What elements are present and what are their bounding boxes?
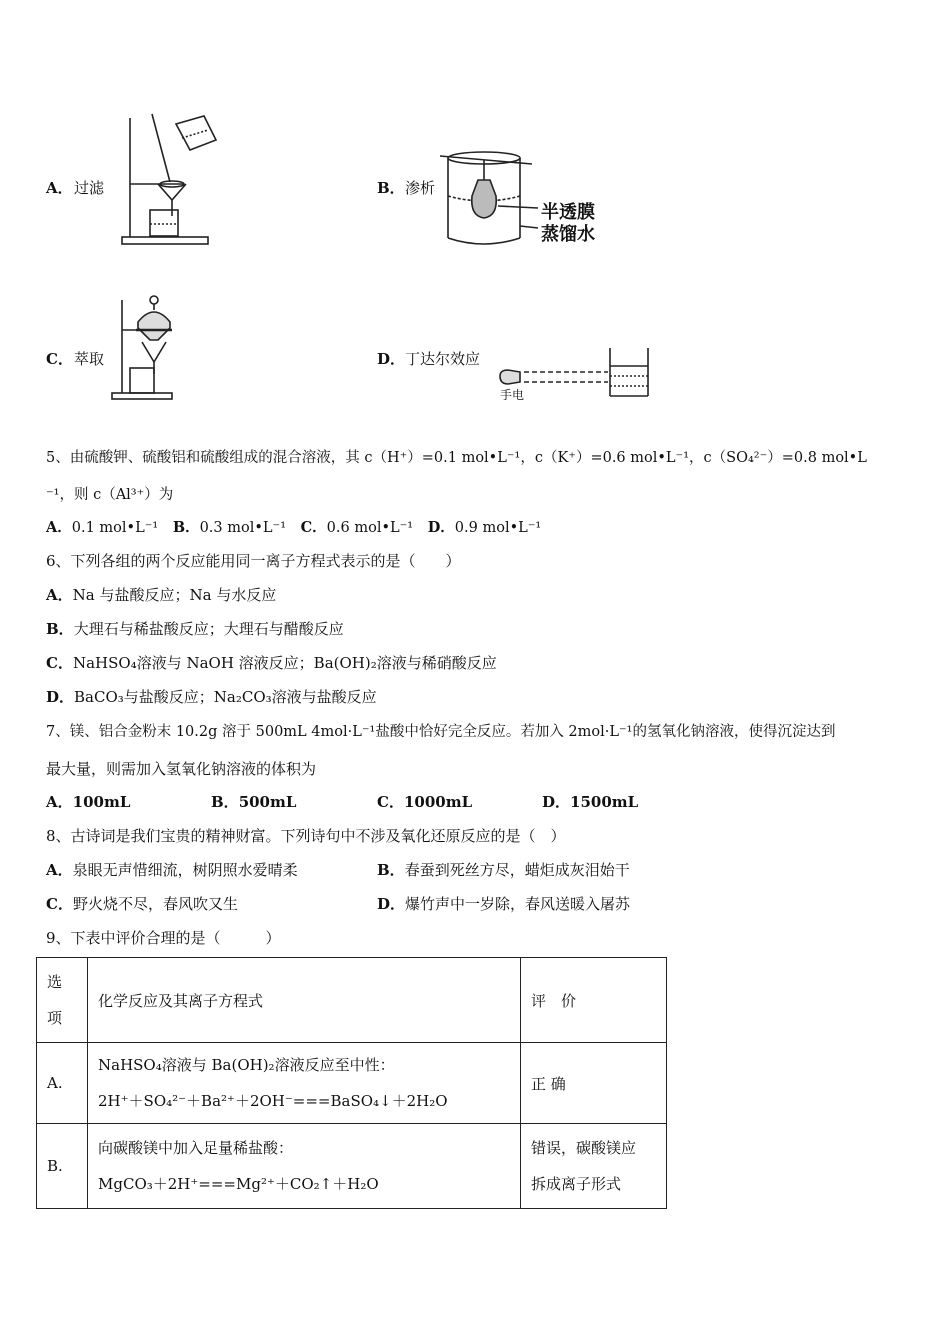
option-text: 0.1 mol•L⁻¹ bbox=[71, 520, 159, 536]
option-text: 大理石与稀盐酸反应；大理石与醋酸反应 bbox=[73, 620, 344, 638]
question-6-option-a bbox=[46, 584, 276, 605]
figure-c-label: 萃取 bbox=[74, 350, 105, 368]
option-text: 野火烧不尽，春风吹又生 bbox=[72, 895, 238, 913]
row-reaction-cell bbox=[88, 1043, 521, 1124]
question-8-option-b bbox=[377, 859, 630, 880]
option-text: 0.3 mol•L⁻¹ bbox=[199, 520, 287, 536]
question-7-option-d bbox=[542, 791, 638, 812]
option-letter: A． bbox=[46, 793, 73, 811]
flashlight-caption: 手电 bbox=[500, 388, 525, 402]
option-text: NaHSO₄溶液与 NaOH 溶液反应；Ba(OH)₂溶液与稀硝酸反应 bbox=[72, 654, 497, 672]
row-evaluation-cell bbox=[521, 1124, 667, 1209]
option-letter: A． bbox=[46, 519, 72, 536]
figure-d-label: 丁达尔效应 bbox=[405, 350, 481, 368]
evaluation-line-1: 错误，碳酸镁应 bbox=[531, 1139, 637, 1157]
option-letter: D． bbox=[542, 793, 571, 811]
separatory-funnel-figure bbox=[108, 292, 188, 402]
figure-b-label: 渗析 bbox=[405, 179, 436, 197]
figure-d-letter: D． bbox=[377, 350, 406, 368]
option-letter: C． bbox=[46, 895, 73, 913]
evaluation-table bbox=[36, 957, 667, 1209]
filtration-apparatus-figure bbox=[118, 110, 228, 248]
question-8-option-a bbox=[46, 859, 298, 880]
table-row bbox=[37, 1124, 667, 1209]
option-text: BaCO₃与盐酸反应；Na₂CO₃溶液与盐酸反应 bbox=[74, 688, 377, 706]
option-text: 0.6 mol•L⁻¹ bbox=[326, 520, 414, 536]
question-9-stem: 9、下表中评价合理的是（ ） bbox=[46, 929, 281, 947]
semipermeable-membrane-caption: 半透膜 bbox=[541, 202, 595, 223]
question-7-option-a bbox=[46, 791, 130, 812]
header-option-cell bbox=[37, 958, 88, 1043]
question-7-option-b bbox=[211, 791, 296, 812]
option-text: 春蚕到死丝方尽，蜡炬成灰泪始干 bbox=[404, 861, 630, 879]
option-letter: D． bbox=[377, 895, 406, 913]
question-6-stem: 6、下列各组的两个反应能用同一离子方程式表示的是（ ） bbox=[46, 552, 461, 570]
figure-b-letter: B． bbox=[377, 179, 405, 197]
option-letter: C． bbox=[300, 519, 327, 536]
dialysis-apparatus-figure bbox=[440, 140, 540, 252]
option-letter: B． bbox=[172, 519, 200, 536]
option-letter: B． bbox=[377, 861, 405, 879]
table-header-row bbox=[37, 958, 667, 1043]
option-letter: B． bbox=[46, 620, 74, 638]
option-letter: A． bbox=[46, 861, 73, 879]
ionic-equation: MgCO₃＋2H⁺===Mg²⁺＋CO₂↑＋H₂O bbox=[98, 1175, 379, 1193]
question-8-option-d bbox=[377, 893, 630, 914]
option-text: 0.9 mol•L⁻¹ bbox=[454, 520, 542, 536]
option-letter: C． bbox=[377, 793, 404, 811]
figure-c-letter: C． bbox=[46, 350, 73, 368]
option-text: 100mL bbox=[72, 793, 131, 811]
header-option-line-1: 选 bbox=[47, 973, 63, 991]
question-7-option-c bbox=[377, 791, 472, 812]
option-text: 500mL bbox=[238, 793, 297, 811]
option-letter: C． bbox=[46, 654, 73, 672]
option-text: 1000mL bbox=[403, 793, 473, 811]
option-letter: D． bbox=[427, 519, 455, 536]
option-text: 爆竹声中一岁除，春风送暖入屠苏 bbox=[405, 895, 631, 913]
evaluation-line-2: 拆成离子形式 bbox=[531, 1175, 622, 1193]
question-6-option-c bbox=[46, 652, 497, 673]
header-option-line-2: 项 bbox=[47, 1009, 63, 1027]
option-letter: B． bbox=[211, 793, 239, 811]
row-option-cell: B. bbox=[37, 1124, 88, 1209]
question-5-options bbox=[46, 516, 541, 537]
row-evaluation-cell: 正 确 bbox=[521, 1043, 667, 1124]
question-5-line-1: 5、由硫酸钾、硫酸铝和硫酸组成的混合溶液，其 c（H⁺）=0.1 mol•L⁻¹，c（K⁺）=0.6 mol•L⁻¹，c（SO₄²⁻）=0.8 mol•L bbox=[46, 450, 867, 466]
option-letter: A． bbox=[46, 586, 73, 604]
ionic-equation: 2H⁺＋SO₄²⁻＋Ba²⁺＋2OH⁻===BaSO₄↓＋2H₂O bbox=[98, 1092, 448, 1110]
option-letter: D． bbox=[46, 688, 75, 706]
reaction-description: NaHSO₄溶液与 Ba(OH)₂溶液反应至中性： bbox=[98, 1056, 395, 1074]
row-option-cell: A. bbox=[37, 1043, 88, 1124]
question-8-option-c bbox=[46, 893, 238, 914]
question-6-option-b bbox=[46, 618, 344, 639]
question-6-option-d bbox=[46, 686, 377, 707]
question-7-line-1: 7、镁、铝合金粉末 10.2g 溶于 500mL 4mol·L⁻¹盐酸中恰好完全反应。若加入 2mol·L⁻¹的氢氧化钠溶液，使得沉淀达到 bbox=[46, 724, 836, 740]
figure-a-label: 过滤 bbox=[74, 179, 105, 197]
figure-a-letter: A． bbox=[46, 179, 73, 197]
reaction-description: 向碳酸镁中加入足量稀盐酸： bbox=[98, 1139, 294, 1157]
header-reaction-cell: 化学反应及其离子方程式 bbox=[88, 958, 521, 1043]
option-text: 泉眼无声惜细流，树阴照水爱晴柔 bbox=[72, 861, 298, 879]
question-5-line-2: ⁻¹，则 c（Al³⁺）为 bbox=[46, 487, 174, 503]
row-reaction-cell bbox=[88, 1124, 521, 1209]
question-8-stem: 8、古诗词是我们宝贵的精神财富。下列诗句中不涉及氧化还原反应的是（ ） bbox=[46, 827, 566, 845]
distilled-water-caption: 蒸馏水 bbox=[541, 224, 595, 245]
table-row bbox=[37, 1043, 667, 1124]
header-evaluation-cell: 评 价 bbox=[521, 958, 667, 1043]
option-text: 1500mL bbox=[570, 793, 639, 811]
question-7-line-2: 最大量，则需加入氢氧化钠溶液的体积为 bbox=[46, 760, 317, 778]
option-text: Na 与盐酸反应；Na 与水反应 bbox=[72, 586, 277, 604]
